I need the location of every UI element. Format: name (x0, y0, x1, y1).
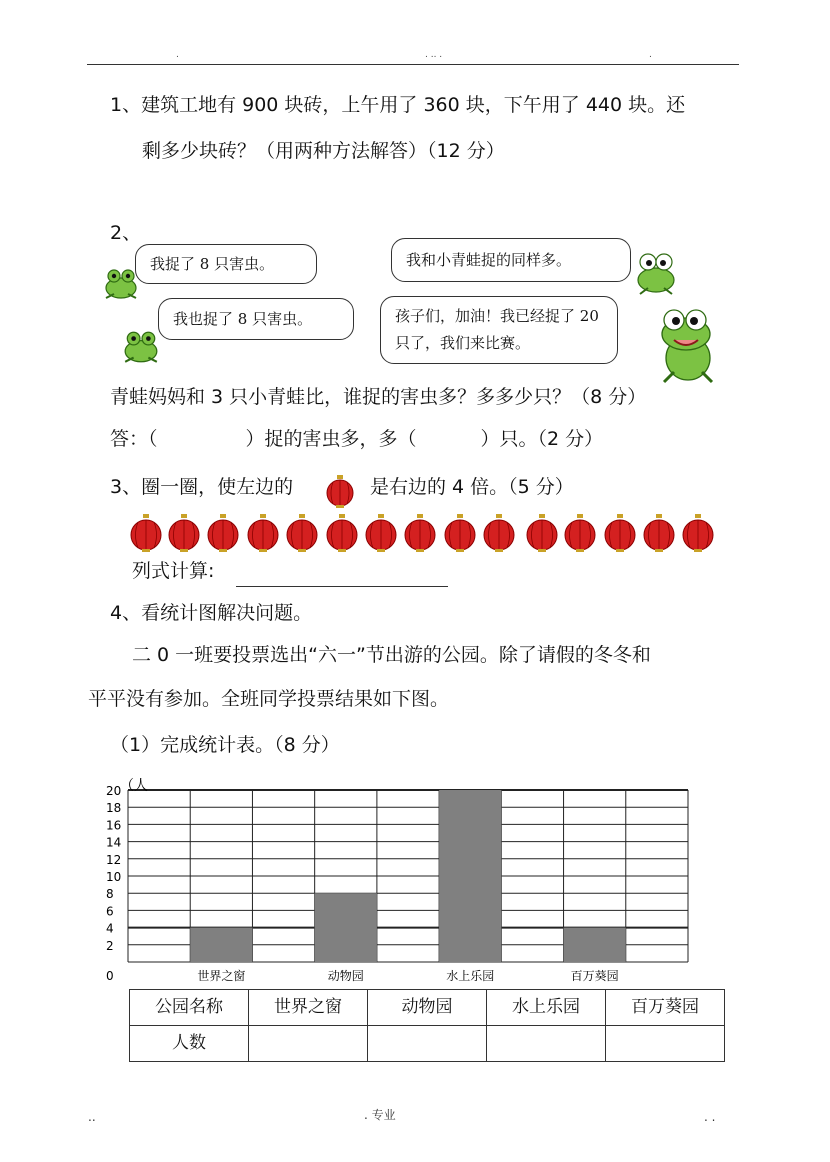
table-row-label: 人数 (130, 1026, 249, 1062)
lantern-icon[interactable] (327, 514, 357, 552)
chart-xlabel: 水上乐园 (446, 969, 495, 983)
calc-answer-line[interactable] (236, 586, 448, 587)
header-dot: . .. . (425, 50, 443, 60)
table-row (130, 990, 725, 1026)
chart-ytick: 8 (106, 887, 114, 902)
speech-bubble-1: 我捉了 8 只害虫。 (135, 244, 317, 284)
chart-bar (439, 790, 501, 962)
chart-ytick: 4 (106, 921, 114, 936)
chart-ytick: 0 (106, 969, 114, 983)
table-value-cell[interactable] (368, 1026, 487, 1062)
footer-left: .. (88, 1110, 96, 1124)
lantern-icon[interactable] (605, 514, 635, 552)
header-rule (87, 64, 739, 65)
table-value-cell[interactable] (606, 1026, 725, 1062)
chart-ytick: 12 (106, 852, 122, 867)
chart-bar (564, 928, 626, 962)
answer-prefix: 答：（ (110, 428, 158, 450)
calc-label: 列式计算: (132, 560, 215, 582)
q2-number: 2、 (110, 222, 142, 244)
table-header-cell: 百万葵园 (606, 990, 725, 1026)
lantern-icon[interactable] (131, 514, 161, 552)
chart-bar (315, 893, 377, 962)
lantern-icon[interactable] (248, 514, 278, 552)
chart-ytick: 18 (106, 801, 122, 816)
footer-right: . . (704, 1110, 716, 1124)
speech-bubble-2: 我也捉了 8 只害虫。 (158, 298, 354, 340)
q4-sub1: （1）完成统计表。（8 分） (110, 734, 340, 756)
stat-table (129, 989, 725, 1062)
small-frog-3-icon (628, 248, 682, 298)
lantern-icon[interactable] (169, 514, 199, 552)
speech-bubble-3: 我和小青蛙捉的同样多。 (391, 238, 631, 282)
table-row (130, 1026, 725, 1062)
chart-xlabel: 动物园 (327, 969, 364, 983)
answer-mid: ）捉的害虫多，多（ (245, 428, 417, 450)
table-value-cell[interactable] (487, 1026, 606, 1062)
q3-suffix: 是右边的 4 倍。（5 分） (370, 476, 574, 498)
lantern-icon[interactable] (366, 514, 396, 552)
q3-prefix: 3、圈一圈，使左边的 (110, 476, 294, 498)
chart-ytick: 2 (106, 938, 114, 953)
header-dot: . (176, 50, 179, 60)
q2-question: 青蛙妈妈和 3 只小青蛙比，谁捉的害虫多？多多少只？（8 分） (110, 386, 647, 408)
q4-title: 4、看统计图解决问题。 (110, 602, 313, 624)
chart-ytick: 6 (106, 904, 114, 919)
q1-line1: 1、建筑工地有 900 块砖，上午用了 360 块，下午用了 440 块。还 (110, 94, 686, 116)
lantern-icon[interactable] (287, 514, 317, 552)
q2-answer-line (110, 428, 603, 451)
chart-ylabel: （人 (120, 778, 148, 794)
chart-xlabel: 百万葵园 (570, 969, 619, 983)
q4-para-line1: 二 0 一班要投票选出“六一”节出游的公园。除了请假的冬冬和 (132, 644, 651, 666)
q4-para-line2: 平平没有参加。全班同学投票结果如下图。 (88, 688, 450, 710)
lantern-icon[interactable] (565, 514, 595, 552)
chart-xlabel: 世界之窗 (197, 969, 246, 983)
table-header-cell: 动物园 (368, 990, 487, 1026)
chart-ytick: 20 (106, 784, 122, 798)
lantern-icon[interactable] (527, 514, 557, 552)
mother-frog-icon (650, 304, 724, 386)
table-header-cell: 水上乐园 (487, 990, 606, 1026)
table-value-cell[interactable] (249, 1026, 368, 1062)
lantern-icon[interactable] (208, 514, 238, 552)
lantern-icon[interactable] (683, 514, 713, 552)
header-dot: . (649, 50, 652, 60)
lantern-icon[interactable] (644, 514, 674, 552)
bar-chart (100, 772, 700, 992)
chart-ytick: 10 (106, 870, 122, 884)
table-header-cell: 公园名称 (130, 990, 249, 1026)
lantern-icon (326, 475, 354, 509)
speech-bubble-4: 孩子们，加油！我已经捉了 20 只了，我们来比赛。 (380, 296, 618, 364)
answer-suffix: ）只。（2 分） (480, 428, 604, 450)
chart-ytick: 14 (106, 835, 122, 850)
table-header-cell: 世界之窗 (249, 990, 368, 1026)
chart-bar (190, 928, 252, 962)
lantern-row (130, 512, 720, 554)
lantern-icon[interactable] (445, 514, 475, 552)
q1-line2: 剩多少块砖？（用两种方法解答）（12 分） (142, 140, 505, 162)
small-frog-2-icon (120, 328, 162, 366)
lantern-icon[interactable] (405, 514, 435, 552)
lantern-icon[interactable] (484, 514, 514, 552)
footer-center: . 专业 (364, 1108, 396, 1122)
chart-ytick: 16 (106, 818, 122, 833)
